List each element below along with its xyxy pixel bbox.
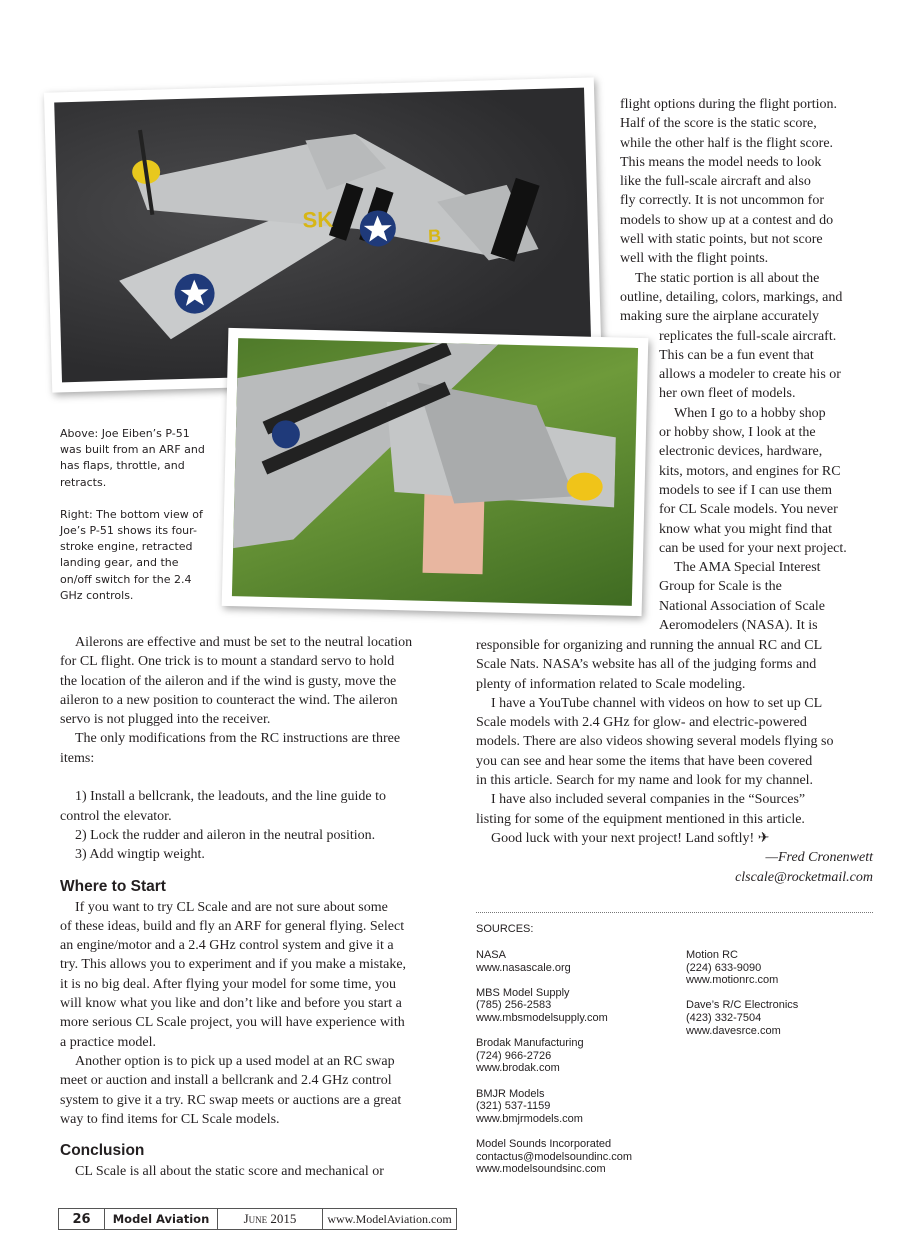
source-name: Motion RC bbox=[686, 949, 738, 961]
magazine-name: Model Aviation bbox=[105, 1209, 218, 1229]
caption-right: Right: The bottom view of Joe’s P-51 shows its four-stroke engine, retracted landing gear, and the on/off switch for the 2.4 GHz controls. bbox=[60, 507, 203, 602]
source-name: BMJR Models bbox=[476, 1087, 545, 1100]
text-line: system to give it a try. RC swap meets or auctions are a great bbox=[60, 1092, 402, 1108]
text-line: electronic devices, hardware, bbox=[659, 444, 823, 460]
p51-airplane-illustration bbox=[54, 88, 571, 362]
issue-date: June 2015 bbox=[218, 1209, 323, 1229]
marking-code-b: B bbox=[427, 225, 442, 247]
text-line bbox=[60, 768, 456, 787]
p51-bottom-illustration bbox=[232, 338, 618, 585]
text-line: aileron to a new position to counteract the wind. The aileron bbox=[60, 692, 398, 708]
text-line: listing for some of the equipment mentioned in this article. bbox=[476, 811, 805, 827]
text-line: her own fleet of models. bbox=[659, 386, 796, 402]
text-line: This can be a fun event that bbox=[659, 347, 814, 363]
source-entry bbox=[476, 1138, 681, 1176]
text-line: Good luck with your next project! Land softly! ✈ bbox=[491, 830, 770, 846]
source-entry bbox=[476, 1088, 681, 1126]
text-line: The static portion is all about the bbox=[635, 270, 820, 286]
text-line: replicates the full-scale aircraft. bbox=[659, 328, 837, 344]
sources-box bbox=[476, 912, 873, 1176]
page-number: 26 bbox=[59, 1209, 105, 1229]
source-contact[interactable]: www.mbsmodelsupply.com bbox=[476, 1011, 608, 1024]
text-line: allows a modeler to create his or bbox=[659, 367, 841, 383]
text-line: items: bbox=[60, 750, 95, 766]
sources-column-2 bbox=[686, 949, 891, 1050]
text-line: servo is not plugged into the receiver. bbox=[60, 712, 271, 728]
marking-code-sk: SK bbox=[302, 206, 334, 233]
text-line: When I go to a hobby shop bbox=[674, 405, 826, 421]
source-contact[interactable]: (423) 332-7504 bbox=[686, 1011, 762, 1024]
text-line: Group for Scale is the bbox=[659, 579, 782, 595]
sources-title: SOURCES: bbox=[476, 923, 534, 935]
text-line: If you want to try CL Scale and are not sure about some bbox=[75, 899, 388, 915]
text-line: 2) Lock the rudder and aileron in the neutral position. bbox=[75, 827, 376, 843]
text-line: The only modifications from the RC instructions are three bbox=[75, 731, 401, 747]
article-right-column-top bbox=[620, 95, 873, 635]
source-contact[interactable]: www.motionrc.com bbox=[686, 974, 779, 987]
text-line: models to see if I can use them bbox=[659, 482, 833, 498]
text-line: Ailerons are effective and must be set to the neutral location bbox=[75, 635, 413, 650]
source-entry bbox=[476, 949, 681, 974]
text-line: Half of the score is the static score, bbox=[620, 116, 817, 132]
page-footer bbox=[58, 1208, 457, 1230]
text-line: or hobby show, I look at the bbox=[659, 425, 816, 441]
text-line: for CL Scale models. You never bbox=[659, 502, 838, 518]
text-line: —Fred Cronenwett bbox=[765, 850, 873, 866]
text-line: a practice model. bbox=[60, 1034, 157, 1050]
text-line: models to show up at a contest and do bbox=[620, 212, 834, 228]
text-line: more serious CL Scale project, you will have experience with bbox=[60, 1015, 405, 1031]
source-name: Dave’s R/C Electronics bbox=[686, 999, 799, 1012]
text-line: for CL flight. One trick is to mount a standard servo to hold bbox=[60, 654, 395, 670]
text-line: CL Scale is all about the static score and mechanical or bbox=[75, 1164, 384, 1180]
source-entry bbox=[686, 949, 891, 987]
text-line: meet or auction and install a bellcrank and 2.4 GHz control bbox=[60, 1073, 392, 1089]
text-line: the location of the aileron and if the wind is gusty, move the bbox=[60, 673, 397, 689]
text-line: The AMA Special Interest bbox=[674, 560, 821, 576]
text-line: kits, motors, and engines for RC bbox=[659, 463, 841, 479]
section-heading: Conclusion bbox=[60, 1142, 145, 1160]
text-line: try. This allows you to experiment and if you make a mistake, bbox=[60, 957, 407, 973]
text-line: will know what you like and don’t like and before you start a bbox=[60, 996, 402, 1012]
source-contact[interactable]: www.brodak.com bbox=[476, 1062, 560, 1075]
text-line: I have also included several companies in the “Sources” bbox=[491, 792, 806, 808]
source-name: Model Sounds Incorporated bbox=[476, 1137, 612, 1150]
text-line: flight options during the flight portion. bbox=[620, 97, 837, 112]
text-line: know what you might find that bbox=[659, 521, 833, 537]
text-line: Scale Nats. NASA’s website has all of the judging forms and bbox=[476, 657, 817, 673]
text-line: models. There are also videos showing several models flying so bbox=[476, 734, 834, 750]
source-entry bbox=[686, 999, 891, 1037]
source-name: NASA bbox=[476, 949, 506, 961]
text-line: National Association of Scale bbox=[659, 598, 826, 614]
text-line: Scale models with 2.4 GHz for glow- and electric-powered bbox=[476, 715, 807, 731]
text-line: control the elevator. bbox=[60, 808, 172, 824]
text-line: well with the flight points. bbox=[620, 251, 769, 267]
text-line: 3) Add wingtip weight. bbox=[75, 847, 205, 863]
sources-column-1 bbox=[476, 949, 681, 1188]
text-line: 1) Install a bellcrank, the leadouts, and the line guide to bbox=[75, 789, 387, 805]
source-name: MBS Model Supply bbox=[476, 986, 570, 999]
source-entry bbox=[476, 987, 681, 1025]
text-line: I have a YouTube channel with videos on how to set up CL bbox=[491, 695, 823, 711]
text-line: of these ideas, build and fly an ARF for general flying. Select bbox=[60, 918, 405, 934]
text-line: clscale@rocketmail.com bbox=[735, 869, 873, 885]
section-heading: Where to Start bbox=[60, 877, 166, 895]
caption-above: Above: Joe Eiben’s P-51 was built from an ARF and has flaps, throttle, and retracts. bbox=[60, 427, 205, 489]
photo-captions bbox=[60, 426, 210, 620]
text-line: well with static points, but not score bbox=[620, 232, 823, 248]
photo-p51-bottom-view bbox=[222, 328, 649, 616]
text-line: This means the model needs to look bbox=[620, 154, 822, 170]
source-contact[interactable]: www.modelsoundsinc.com bbox=[476, 1163, 606, 1176]
website-link[interactable]: www.ModelAviation.com bbox=[327, 1211, 452, 1226]
source-contact[interactable]: www.nasascale.org bbox=[476, 961, 571, 974]
text-line: making sure the airplane accurately bbox=[620, 309, 820, 325]
text-line: outline, detailing, colors, markings, and bbox=[620, 289, 843, 305]
text-line: while the other half is the flight score. bbox=[620, 135, 834, 151]
text-line: Aeromodelers (NASA). It is bbox=[659, 618, 818, 634]
text-line: fly correctly. It is not uncommon for bbox=[620, 193, 824, 209]
source-contact[interactable]: (724) 966-2726 bbox=[476, 1049, 552, 1062]
text-line: you can see and hear some the items that have been covered bbox=[476, 753, 813, 769]
source-contact[interactable]: (785) 256-2583 bbox=[476, 999, 552, 1012]
source-contact[interactable]: www.davesrce.com bbox=[686, 1024, 781, 1037]
text-line: plenty of information related to Scale modeling. bbox=[476, 676, 746, 692]
source-contact[interactable]: (321) 537-1159 bbox=[476, 1100, 551, 1113]
source-contact[interactable]: (224) 633-9090 bbox=[686, 961, 762, 974]
text-line: it is no big deal. After flying your model for some time, you bbox=[60, 976, 396, 992]
source-contact[interactable]: contactus@modelsoundinc.com bbox=[476, 1150, 633, 1163]
text-line: an engine/motor and a 2.4 GHz control system and give it a bbox=[60, 938, 394, 954]
text-line: way to find items for CL Scale models. bbox=[60, 1111, 280, 1127]
source-entry bbox=[476, 1037, 681, 1075]
text-line: Another option is to pick up a used model at an RC swap bbox=[75, 1053, 395, 1069]
source-contact[interactable]: www.bmjrmodels.com bbox=[476, 1112, 583, 1125]
source-name: Brodak Manufacturing bbox=[476, 1037, 584, 1050]
text-line: like the full-scale aircraft and also bbox=[620, 174, 811, 190]
text-line: can be used for your next project. bbox=[659, 540, 847, 556]
article-right-column-bottom bbox=[476, 636, 873, 887]
text-line: responsible for organizing and running the annual RC and CL bbox=[476, 638, 823, 653]
text-line: in this article. Search for my name and look for my channel. bbox=[476, 773, 814, 789]
article-left-column bbox=[60, 633, 456, 1181]
